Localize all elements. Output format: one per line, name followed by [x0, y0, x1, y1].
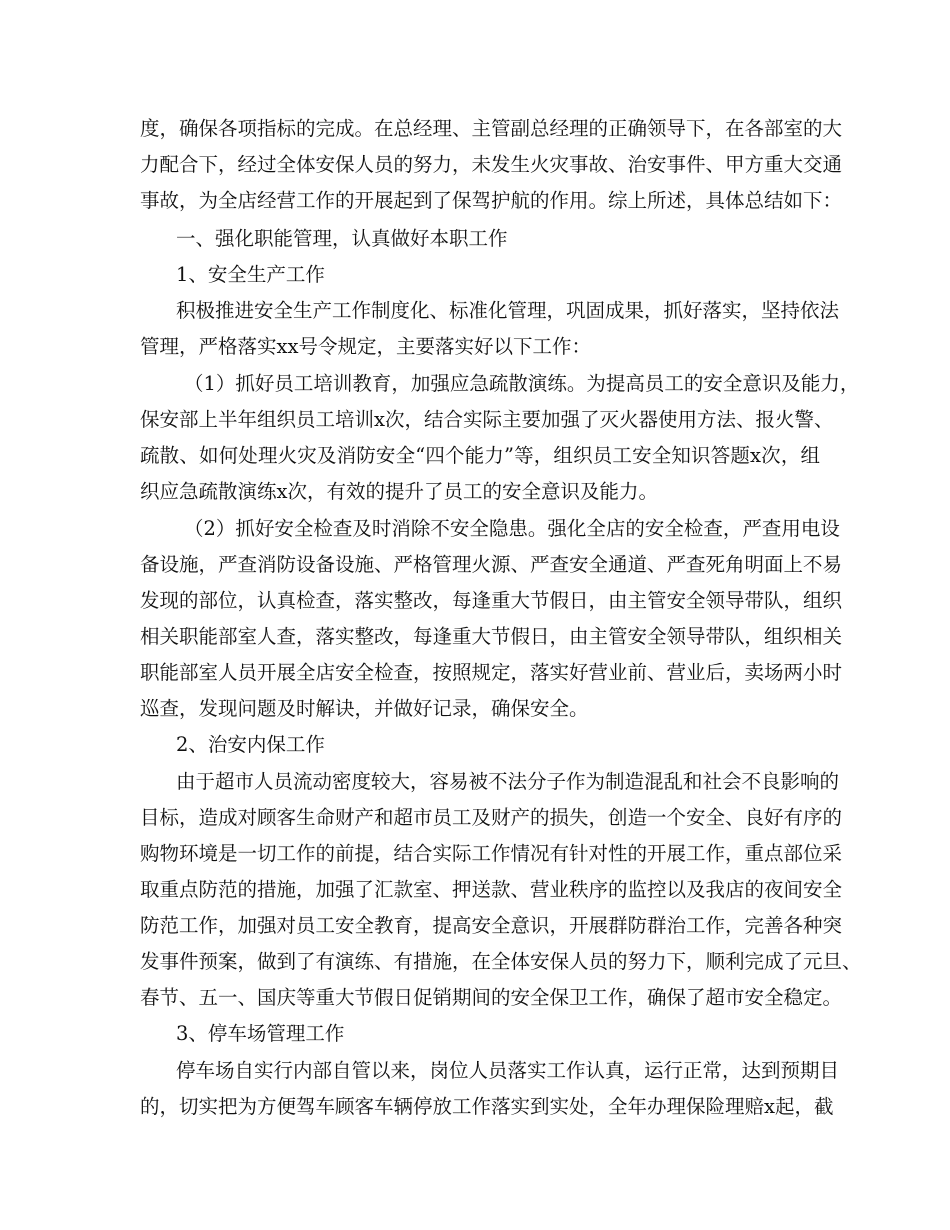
- paragraph-line: 疏散、如何处理火灾及消防安全“四个能力”等，组织员工安全知识答题x次，组: [140, 444, 820, 467]
- section-heading: 一、强化职能管理，认真做好本职工作: [176, 227, 508, 250]
- paragraph-line: 职能部室人员开展全店安全检查，按照规定，落实好营业前、营业后，卖场两小时: [140, 661, 843, 684]
- paragraph-line: 相关职能部室人查，落实整改，每逢重大节假日，由主管安全领导带队，组织相关: [140, 625, 843, 648]
- paragraph-line: 目标，造成对顾客生命财产和超市员工及财产的损失，创造一个安全、良好有序的: [140, 806, 843, 829]
- paragraph-line: 管理，严格落实xx号令规定，主要落实好以下工作：: [140, 335, 591, 358]
- paragraph-line: （1）抓好员工培训教育，加强应急疏散演练。为提高员工的安全意识及能力，: [184, 372, 860, 395]
- paragraph-line: 春节、五一、国庆等重大节假日促销期间的安全保卫工作，确保了超市安全稳定。: [140, 986, 843, 1009]
- paragraph-line: 防范工作，加强对员工安全教育，提高安全意识，开展群防群治工作，完善各种突: [140, 914, 843, 937]
- subsection-heading: 2、治安内保工作: [176, 733, 325, 756]
- paragraph-line: 发现的部位，认真检查，落实整改，每逢重大节假日，由主管安全领导带队，组织: [140, 589, 843, 612]
- subsection-heading: 3、停车场管理工作: [176, 1022, 345, 1045]
- paragraph-line: 发事件预案，做到了有演练、有措施，在全体安保人员的努力下，顺利完成了元旦、: [140, 950, 862, 973]
- paragraph-line: 的，切实把为方便驾车顾客车辆停放工作落实到实处，全年办理保险理赔x起，截: [140, 1095, 834, 1118]
- paragraph-line: 备设施，严查消防设备设施、严格管理火源、严查安全通道、严查死角明面上不易: [140, 553, 843, 576]
- paragraph-line: 购物环境是一切工作的前提，结合实际工作情况有针对性的开展工作，重点部位采: [140, 842, 843, 865]
- subsection-heading: 1、安全生产工作: [176, 263, 325, 286]
- paragraph-line: （2）抓好安全检查及时消除不安全隐患。强化全店的安全检查，严查用电设: [184, 517, 840, 540]
- paragraph-line: 停车场自实行内部自管以来，岗位人员落实工作认真，运行正常，达到预期目: [176, 1059, 840, 1082]
- paragraph-line: 取重点防范的措施，加强了汇款室、押送款、营业秩序的监控以及我店的夜间安全: [140, 878, 843, 901]
- paragraph-line: 积极推进安全生产工作制度化、标准化管理，巩固成果，抓好落实，坚持依法: [176, 299, 840, 322]
- paragraph-line: 保安部上半年组织员工培训x次，结合实际主要加强了灭火器使用方法、报火警、: [140, 408, 834, 431]
- paragraph-line: 织应急疏散演练x次，有效的提升了员工的安全意识及能力。: [140, 480, 658, 503]
- paragraph-line: 巡查，发现问题及时解诀，并做好记录，确保安全。: [140, 697, 589, 720]
- paragraph-line: 事故，为全店经营工作的开展起到了保驾护航的作用。综上所述，具体总结如下：: [140, 189, 843, 212]
- paragraph-line: 力配合下，经过全体安保人员的努力，未发生火灾事故、治安事件、甲方重大交通: [140, 153, 843, 176]
- paragraph-line: 由于超市人员流动密度较大，容易被不法分子作为制造混乱和社会不良影响的: [176, 770, 840, 793]
- paragraph-line: 度，确保各项指标的完成。在总经理、主管副总经理的正确领导下，在各部室的大: [140, 117, 843, 140]
